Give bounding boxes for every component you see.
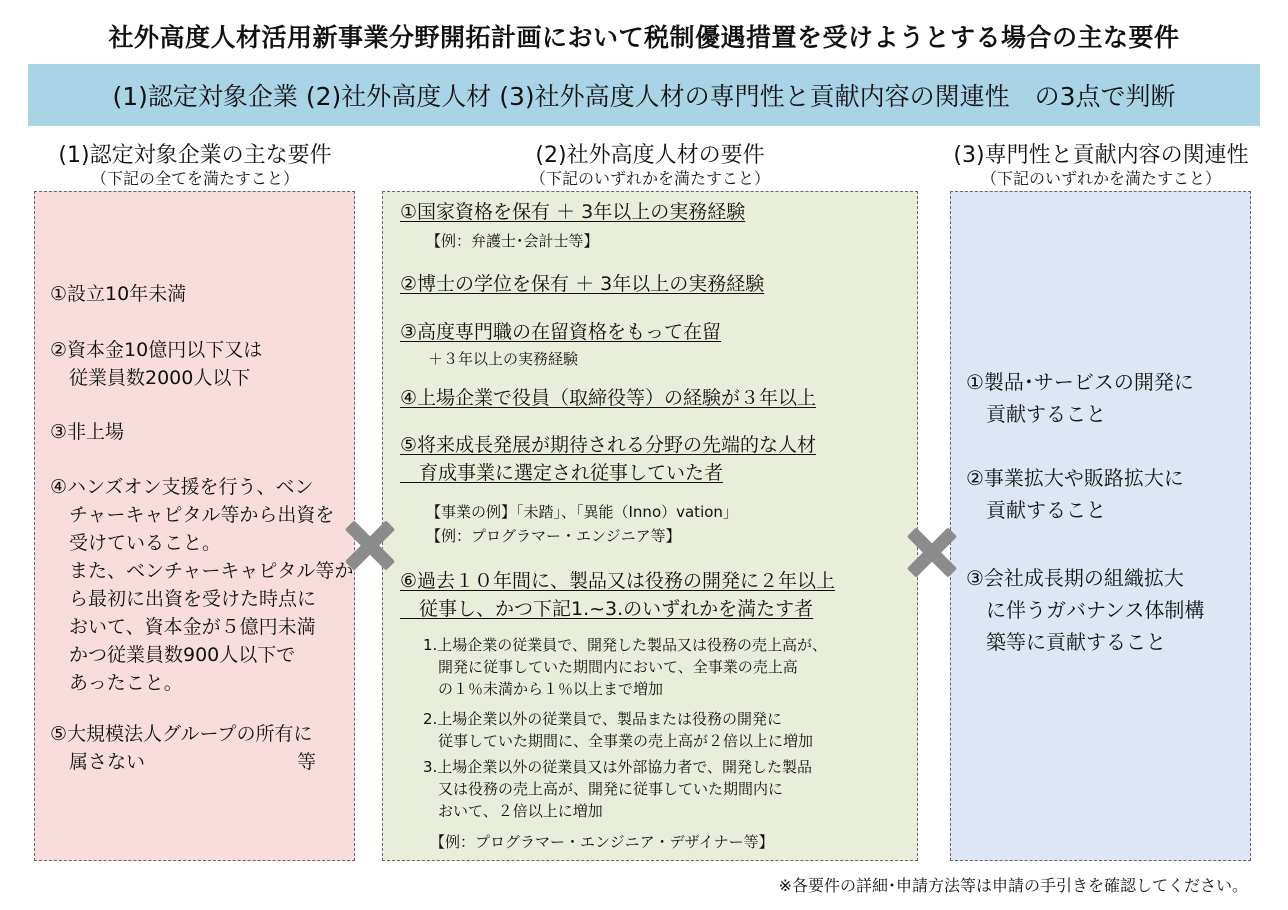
col3-heading: (3)専門性と貢献内容の関連性 [953, 143, 1249, 168]
col2-item-3-sub: ＋３年以上の実務経験 [428, 350, 579, 368]
col2-heading: (2)社外高度人材の要件 [535, 143, 765, 168]
col3-item-1: ①製品･サービスの開発に 貢献すること [966, 370, 1194, 426]
col2-item-1-example: 【例：弁護士･会計士等】 [426, 232, 599, 250]
col2-item-2: ②博士の学位を保有 ＋ 3年以上の実務経験 [400, 273, 765, 295]
cross-icon [345, 520, 395, 570]
col3-header [930, 143, 1272, 189]
footnote: ※各要件の詳細･申請方法等は申請の手引きを確認してください。 [778, 876, 1248, 895]
col2-item-3: ③高度専門職の在留資格をもって在留 [400, 321, 722, 343]
summary-banner [28, 64, 1260, 126]
col2-item-6-sub-3: 3.上場企業以外の従業員又は外部協力者で、開発した製品 又は役務の売上高が、開発に従事していた期間内に おいて、２倍以上に増加 [423, 758, 813, 820]
col3-box [950, 191, 1251, 861]
col1-item-3: ③非上場 [50, 421, 125, 443]
col2-item-1: ①国家資格を保有 ＋ 3年以上の実務経験 [400, 201, 746, 223]
col2-item-6-sub-1: 1.上場企業の従業員で、開発した製品又は役務の売上高が、 開発に従事していた期間内において、全事業の売上高 の１％未満から１％以上まで増加 [423, 636, 828, 698]
col1-heading: (1)認定対象企業の主な要件 [58, 143, 332, 168]
col1-item-4: ④ハンズオン支援を行う、ベン チャーキャピタル等から出資を 受けていること。 また、ベンチャーキャピタル等か ら最初に出資を受けた時点に おいて、資本金が５億円未満 かつ従業員数900人以下で あったこと。 [50, 476, 354, 694]
col2-subheading: （下記のいずれかを満たすこと） [529, 169, 770, 188]
col3-item-3: ③会社成長期の組織拡大 に伴うガバナンス体制構 築等に貢献すること [966, 566, 1205, 654]
summary-banner-text: (1)認定対象企業 (2)社外高度人材 (3)社外高度人材の専門性と貢献内容の関連性 の3点で判断 [112, 82, 1176, 111]
col2-item-4: ④上場企業で役員（取締役等）の経験が３年以上 [400, 387, 817, 409]
col2-item-6: ⑥過去１０年間に、製品又は役務の開発に２年以上 従事し、かつ下記1.~3.のいずれかを満たす者 [400, 570, 836, 620]
col2-item-5: ⑤将来成長発展が期待される分野の先端的な人材 育成事業に選定され従事していた者 [400, 434, 817, 484]
col2-item-6-example: 【例：プログラマー・エンジニア・デザイナー等】 [430, 833, 774, 851]
cross-icon [907, 527, 957, 577]
col3-item-2: ②事業拡大や販路拡大に 貢献すること [966, 466, 1184, 522]
col1-header [20, 143, 370, 189]
col1-subheading: （下記の全てを満たすこと） [90, 169, 299, 188]
col2-item-5-example-2: 【例：プログラマー・エンジニア等】 [426, 527, 681, 545]
col2-item-5-example-1: 【事業の例】｢未踏｣、｢異能（Inno）vation｣ [426, 503, 731, 521]
col2-header [382, 143, 918, 189]
page-title: 社外高度人材活用新事業分野開拓計画において税制優遇措置を受けようとする場合の主な要件 [108, 23, 1180, 52]
col1-item-2: ②資本金10億円以下又は 従業員数2000人以下 [50, 339, 263, 389]
col1-item-5: ⑤大規模法人グループの所有に 属さない 等 [50, 723, 317, 773]
col2-item-6-sub-2: 2.上場企業以外の従業員で、製品または役務の開発に 従事していた期間に、全事業の売上高が２倍以上に増加 [423, 710, 814, 750]
col1-item-1: ①設立10年未満 [50, 283, 187, 305]
col3-subheading: （下記のいずれかを満たすこと） [980, 169, 1221, 188]
